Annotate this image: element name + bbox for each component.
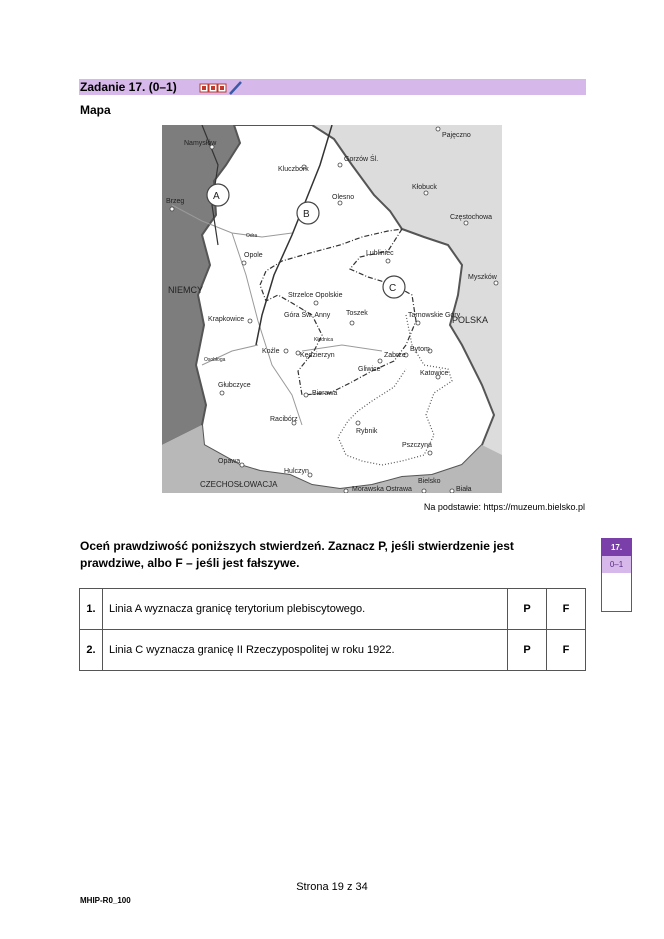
statement-number: 2. [80, 630, 103, 671]
city-kedzierzyn: Kędzierzyn [300, 352, 335, 359]
city-morawska-ostrawa: Morawska Ostrawa [352, 486, 412, 493]
country-label-czechoslovakia: CZECHOSŁOWACJA [200, 480, 278, 489]
city-opawa: Opawa [218, 458, 241, 465]
city-gorzow: Gorzów Śl. [344, 156, 379, 163]
river-label-osoblaga: Osobłoga [204, 357, 226, 363]
statement-number: 1. [80, 589, 103, 630]
city-strzelce: Strzelce Opolskie [288, 292, 343, 299]
city-namyslow: Namysłów [184, 140, 217, 147]
river-label-klodnica: Kłodnica [314, 337, 334, 343]
city-brzeg: Brzeg [166, 198, 185, 205]
city-rybnik: Rybnik [356, 428, 378, 435]
section-title: Mapa [80, 103, 111, 117]
line-c-label: C [389, 283, 397, 294]
city-toszek: Toszek [346, 310, 368, 317]
city-glubczyce: Głubczyce [218, 382, 251, 389]
statement-text: Linia C wyznacza granicę II Rzeczypospolitej w roku 1922. [103, 630, 508, 671]
line-b-label: B [303, 209, 310, 220]
city-myszkow: Myszków [468, 274, 497, 281]
city-pszczyna: Pszczyna [402, 442, 432, 449]
city-kluczbork: Kluczbork [278, 166, 309, 173]
city-opole: Opole [244, 252, 263, 259]
pencil-task-icon [199, 81, 243, 95]
city-gora-sw-anny: Góra Św. Anny [284, 312, 331, 319]
city-raciborz: Racibórz [270, 416, 298, 423]
table-row [80, 630, 586, 671]
city-lubliniec: Lubliniec [366, 250, 394, 257]
table-row [80, 589, 586, 630]
task-instruction: Oceń prawdziwość poniższych stwierdzeń. Zaznacz P, jeśli stwierdzenie jest prawdziwe, albo F – jeśli jest fałszywe. [80, 539, 514, 570]
map-source: Na podstawie: https://muzeum.bielsko.pl [423, 502, 585, 512]
city-hulczyn: Hulczyn [284, 468, 309, 475]
score-number: 17. [602, 539, 631, 556]
document-code: MHIP-R0_100 [80, 896, 131, 905]
city-krapkowice: Krapkowice [208, 316, 245, 323]
task-title: Zadanie 17. (0–1) [80, 80, 177, 94]
score-box [601, 538, 632, 612]
city-kozle: Koźle [262, 348, 280, 355]
city-tarnowskie-gory: Tarnowskie Góry [408, 312, 461, 319]
statement-text: Linia A wyznacza granicę terytorium plebiscytowego. [103, 589, 508, 630]
city-bielsko: Bielsko [418, 478, 441, 485]
city-biala: Biała [456, 486, 472, 493]
city-klobuck: Kłobuck [412, 184, 437, 191]
city-bierawa: Bierawa [312, 390, 338, 397]
page-number: Strona 19 z 34 [296, 881, 368, 893]
city-gliwice: Gliwice [358, 366, 381, 373]
answers-table [79, 588, 586, 671]
country-label-poland: POLSKA [452, 315, 489, 325]
option-f[interactable]: F [547, 630, 586, 671]
line-a-label: A [213, 191, 220, 202]
city-olesno: Olesno [332, 194, 355, 201]
city-czestochowa: Częstochowa [450, 214, 493, 221]
option-f[interactable]: F [547, 589, 586, 630]
city-katowice: Katowice [420, 370, 449, 377]
city-pajeczno: Pajęczno [442, 132, 471, 139]
river-label-odra: Odra [246, 233, 258, 239]
country-label-germany: NIEMCY [168, 285, 204, 295]
score-range: 0–1 [602, 556, 631, 573]
option-p[interactable]: P [508, 630, 547, 671]
plebiscite-map [162, 125, 502, 493]
city-zabrze: Zabrze [384, 352, 406, 359]
city-bytom: Bytom [410, 346, 430, 353]
option-p[interactable]: P [508, 589, 547, 630]
